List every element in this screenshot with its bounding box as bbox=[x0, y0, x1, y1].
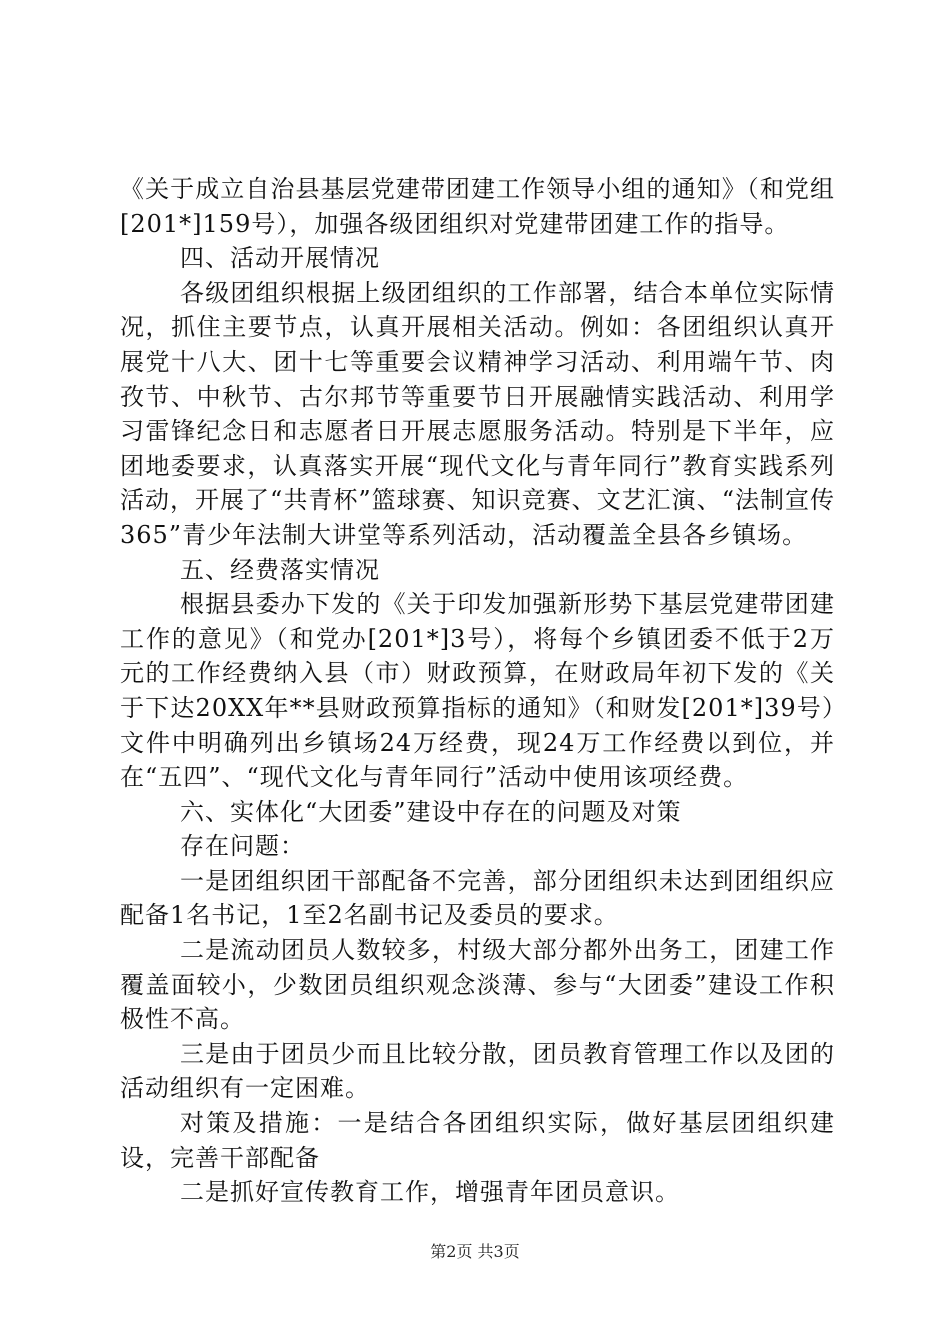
paragraph-measure-two: 二是抓好宣传教育工作，增强青年团员意识。 bbox=[180, 1178, 680, 1207]
paragraph-measure-one: 对策及措施：一是结合各团组织实际，做好基层团组织建设，完善干部配备 bbox=[120, 1109, 835, 1172]
page-footer: 第2页 共3页 bbox=[430, 1242, 520, 1261]
paragraph-funding: 根据县委办下发的《关于印发加强新形势下基层党建带团建工作的意见》（和党办[201*]3号），将每个乡镇团委不低于2万元的工作经费纳入县（市）财政预算，在财政局年初下发的《关于下达20XX年**县财政预算指标的通知》（和财发[201*]39号）文件中明确列出乡镇场24万经费，现24万工作经费以到位，并在“五四”、“现代文化与青年同行”活动中使用该项经费。 bbox=[120, 590, 835, 792]
section-heading-activities: 四、活动开展情况 bbox=[180, 244, 380, 273]
paragraph-notice-reference: 《关于成立自治县基层党建带团建工作领导小组的通知》（和党组[201*]159号），加强各级团组织对党建带团建工作的指导。 bbox=[120, 175, 835, 238]
paragraph-problem-three: 三是由于团员少而且比较分散，团员教育管理工作以及团的活动组织有一定困难。 bbox=[120, 1039, 835, 1103]
section-heading-problems: 六、实体化“大团委”建设中存在的问题及对策 bbox=[180, 797, 682, 826]
paragraph-activities: 各级团组织根据上级团组织的工作部署，结合本单位实际情况，抓住主要节点，认真开展相关活动。例如：各团组织认真开展党十八大、团十七等重要会议精神学习活动、利用端午节、肉孜节、中秋节、古尔邦节等重要节日开展融情实践活动、利用学习雷锋纪念日和志愿者日开展志愿服务活动。特别是下半年，应团地委要求，认真落实开展“现代文化与青年同行”教育实践系列活动，开展了“共青杯”篮球赛、知识竞赛、文艺汇演、“法制宣传365”青少年法制大讲堂等系列活动，活动覆盖全县各乡镇场。 bbox=[120, 278, 835, 549]
section-heading-funding: 五、经费落实情况 bbox=[180, 555, 380, 584]
paragraph-problems-label: 存在问题： bbox=[180, 832, 305, 861]
paragraph-problem-one: 一是团组织团干部配备不完善，部分团组织未达到团组织应配备1名书记，1至2名副书记及委员的要求。 bbox=[120, 866, 835, 930]
paragraph-problem-two: 二是流动团员人数较多，村级大部分都外出务工，团建工作覆盖面较小，少数团员组织观念淡薄、参与“大团委”建设工作积极性不高。 bbox=[120, 936, 835, 1034]
document-body bbox=[120, 172, 835, 1210]
